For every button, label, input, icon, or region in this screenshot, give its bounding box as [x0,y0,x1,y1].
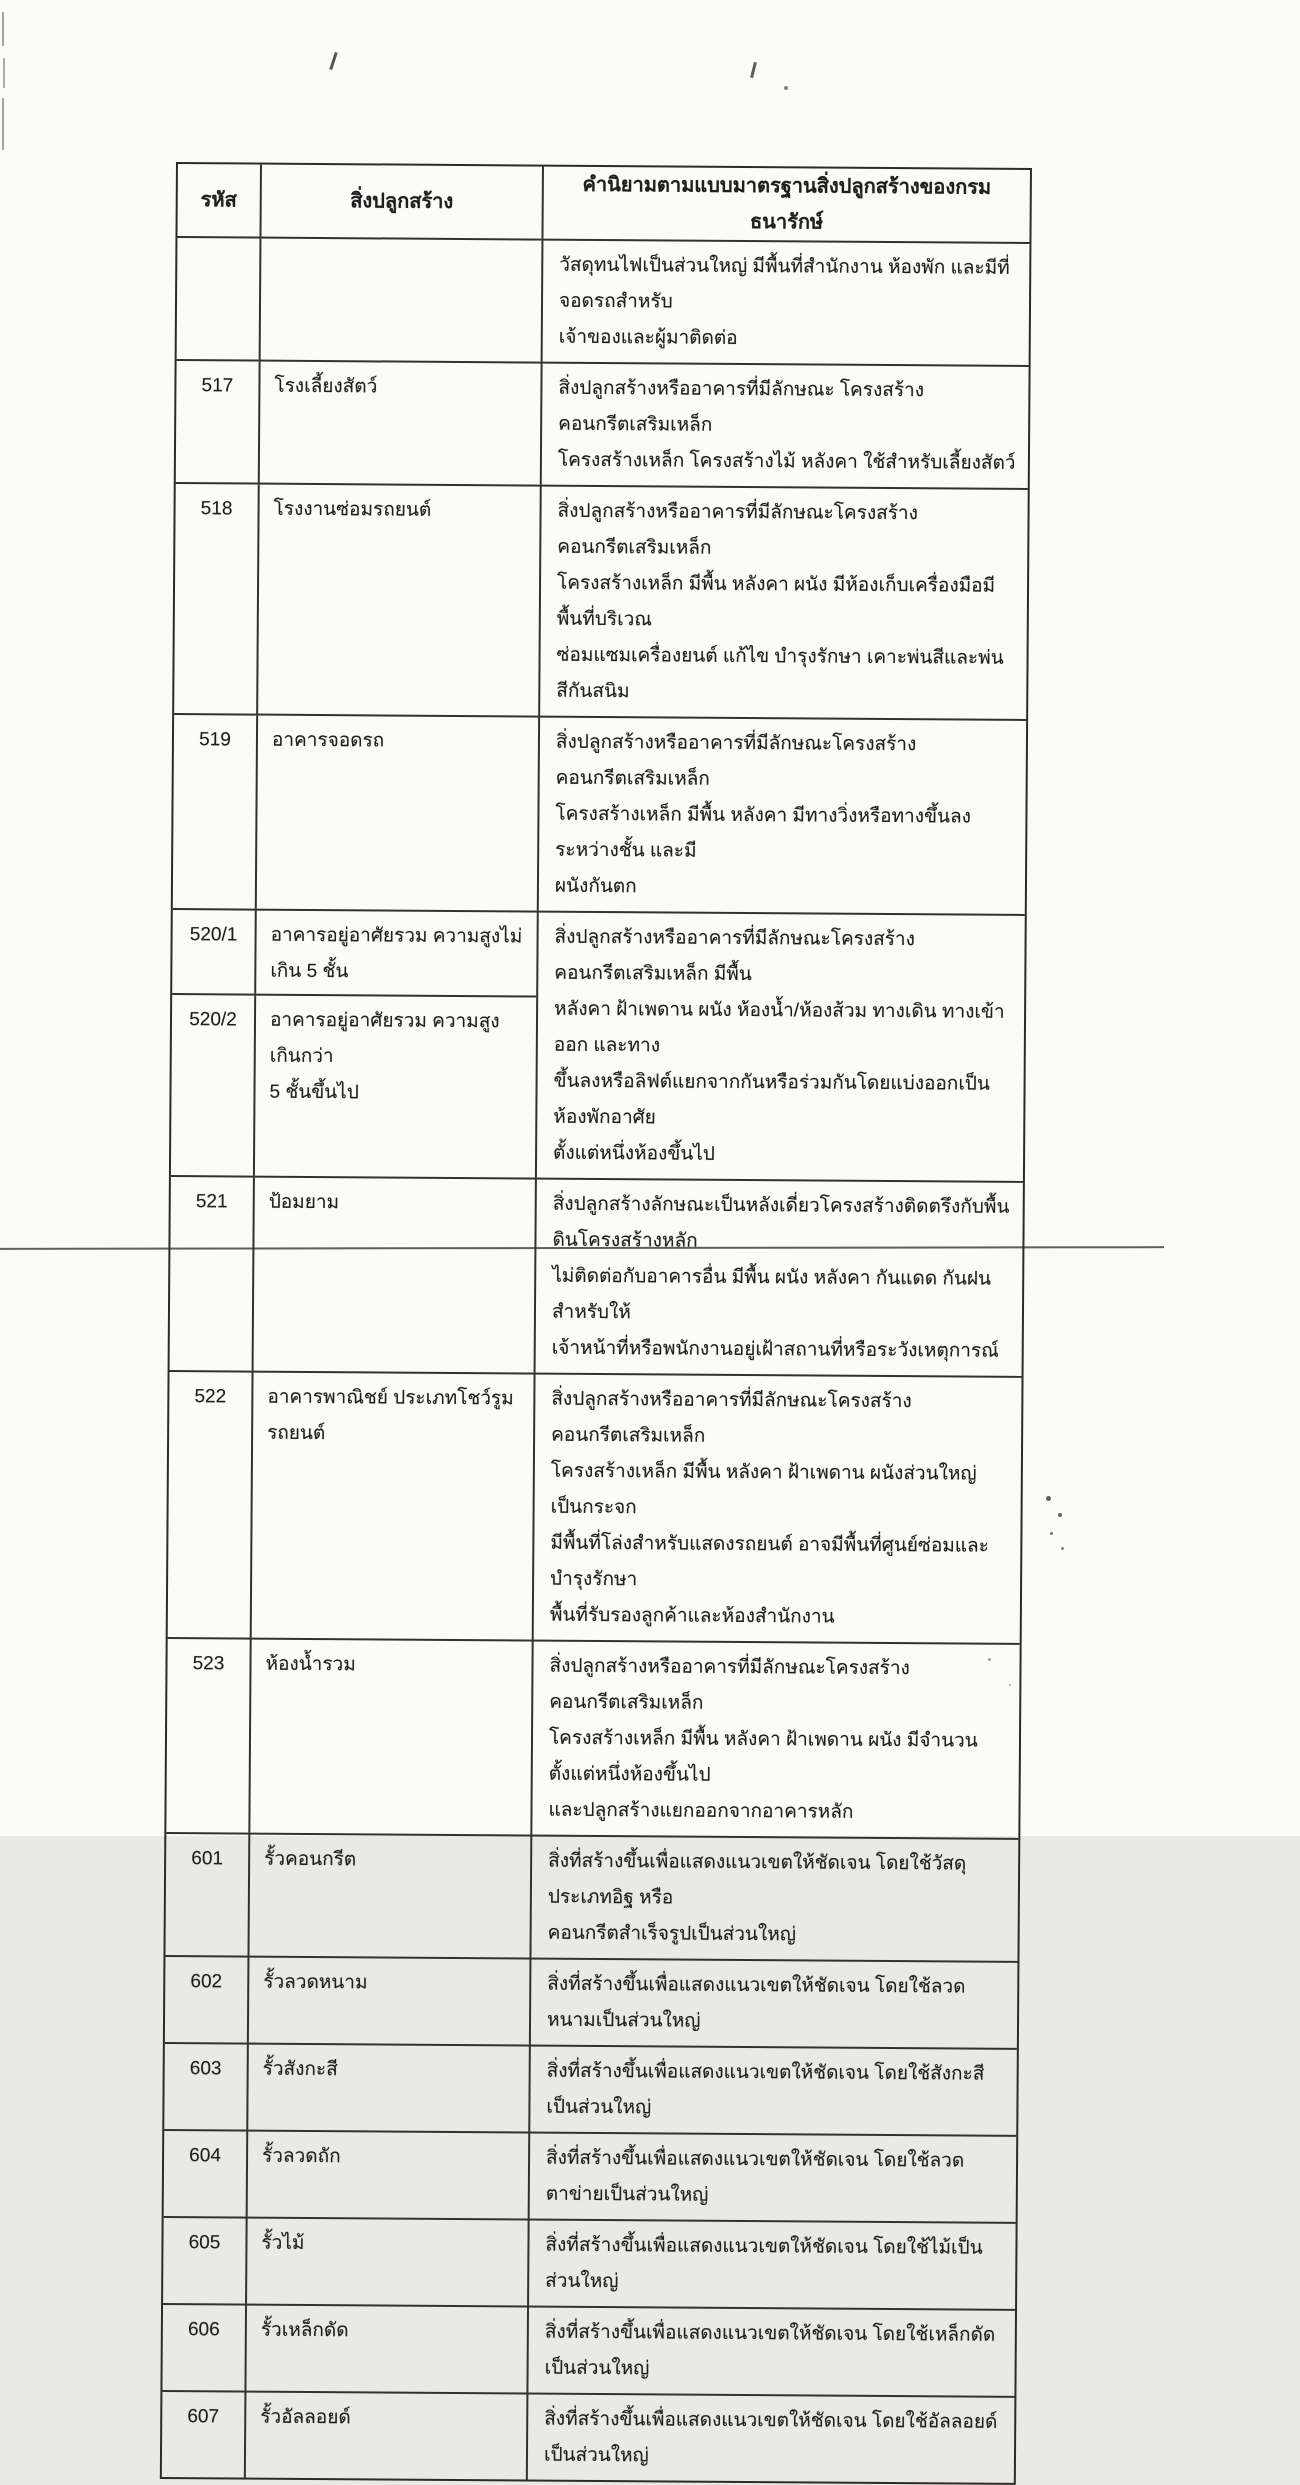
name-cell: อาคารอยู่อาศัยรวม ความสูงเกินกว่า 5 ชั้นขึ้นไป [269,1009,500,1104]
code-cell: 519 [173,715,258,909]
table-row-group-520 [171,910,1025,1183]
name-cell: ห้องน้ำรวม [250,1640,533,1835]
definition-cell: สิ่งปลูกสร้างหรืออาคารที่มีลักษณะโครงสร้างคอนกรีตเสริมเหล็ก โครงสร้างเหล็ก มีพื้น หลังคา ผนัง มีห้องเก็บเครื่องมือมีพื้นที่บริเวณ ซ่อมแซมเครื่องยนต์ แก้ไข บำรุงรักษา เคาะพ่นสีและพ่นสีกันสนิม [556,500,1004,703]
code-cell: 518 [174,484,260,714]
scan-artifact-edge-mark [3,58,5,88]
name-cell: อาคารพาณิชย์ ประเภทโชว์รูมรถยนต์ [252,1373,536,1640]
scan-artifact-dot [1046,1496,1051,1501]
definition-cell: สิ่งปลูกสร้างหรืออาคารที่มีลักษณะโครงสร้างคอนกรีตเสริมเหล็ก โครงสร้างเหล็ก มีพื้น หลังคา มีทางวิ่งหรือทางขึ้นลงระหว่างชั้น และมี ผนังกันตก [554,731,971,898]
name-cell: รั้วลวดหนาม [249,1958,532,2045]
name-cell: ป้อมยาม [254,1178,537,1373]
table-row [163,2218,1016,2311]
scan-artifact-tick [750,62,757,78]
code-cell: 522 [168,1372,254,1638]
table-row [174,484,1028,721]
table-row [177,238,1030,367]
name-cell: รั้วอัลลอยด์ [246,2393,529,2480]
table-row [166,1639,1019,1840]
code-cell: 523 [166,1639,251,1833]
definition-cell: สิ่งปลูกสร้างหรืออาคารที่มีลักษณะ โครงสร้างคอนกรีตเสริมเหล็ก โครงสร้างเหล็ก โครงสร้างไม้ หลังคา ใช้สำหรับเลี้ยงสัตว์ [557,377,1016,474]
code-cell: 606 [162,2305,247,2391]
definition-cell: สิ่งที่สร้างขึ้นเพื่อแสดงแนวเขตให้ชัดเจน โดยใช้วัสดุประเภทอิฐ หรือ คอนกรีตสำเร็จรูปเป็นส่วนใหญ่ [547,1850,967,1946]
scan-artifact-dot [784,86,788,90]
code-cell: 520/1 [172,910,257,994]
scan-artifact-dot [1058,1513,1062,1517]
building-standards-table [160,162,1032,2485]
table-row [162,2305,1015,2398]
definition-cell: สิ่งที่สร้างขึ้นเพื่อแสดงแนวเขตให้ชัดเจน โดยใช้ลวดหนามเป็นส่วนใหญ่ [546,1973,966,2032]
group-labels [171,910,539,1178]
code-cell [177,238,262,360]
definition-cell: สิ่งปลูกสร้างหรืออาคารที่มีลักษณะโครงสร้างคอนกรีตเสริมเหล็ก โครงสร้างเหล็ก มีพื้น หลังคา ฝ้าเพดาน ผนัง มีจำนวนตั้งแต่หนึ่งห้องขึ้นไป และปลูกสร้างแยกออกจากอาคารหลัก [548,1655,978,1823]
code-cell: 601 [165,1834,250,1956]
table-row [171,995,536,1178]
name-cell: รั้วไม้ [247,2219,530,2306]
name-cell: รั้วสังกะสี [248,2045,531,2132]
scan-artifact-dot [1061,1547,1064,1550]
scan-artifact-edge-mark [2,98,4,150]
table-row [162,2392,1015,2483]
name-cell: โรงเลี้ยงสัตว์ [260,362,543,485]
table-row [170,1177,1023,1378]
name-cell: รั้วลวดถัก [248,2132,531,2219]
table-row [165,1957,1018,2050]
table-row [164,2131,1017,2224]
name-cell: โรงงานซ่อมรถยนต์ [258,485,542,716]
definition-cell: วัสดุทนไฟเป็นส่วนใหญ่ มีพื้นที่สำนักงาน ห้องพัก และมีที่จอดรถสำหรับ เจ้าของและผู้มาติดต่อ [558,254,1010,349]
definition-cell: สิ่งที่สร้างขึ้นเพื่อแสดงแนวเขตให้ชัดเจน โดยใช้ไม้เป็นส่วนใหญ่ [545,2234,983,2293]
code-cell: 521 [170,1177,255,1371]
definition-cell: สิ่งปลูกสร้างหรืออาคารที่มีลักษณะโครงสร้างคอนกรีตเสริมเหล็ก โครงสร้างเหล็ก มีพื้น หลังคา ฝ้าเพดาน ผนังส่วนใหญ่เป็นกระจก มีพื้นที่โล่งสำหรับแสดงรถยนต์ อาจมีพื้นที่ศูนย์ซ่อมและบำรุงรักษา พื้นที่รับรองลูกค้าและห้องสำนักงาน [549,1388,989,1628]
code-cell: 520/2 [171,995,256,1176]
scan-artifact-tick [329,52,337,70]
code-cell: 517 [176,361,261,483]
table-row [164,2044,1017,2137]
code-cell: 607 [162,2392,247,2478]
scan-artifact-dot [1050,1532,1053,1535]
table-row [173,715,1026,916]
header-building-type: สิ่งปลูกสร้าง [261,165,543,239]
name-cell [261,239,544,362]
header-code: รหัส [177,164,262,237]
definition-cell: สิ่งปลูกสร้างลักษณะเป็นหลังเดี่ยวโครงสร้างติดตรึงกับพื้นดินโครงสร้างหลัก ไม่ติดต่อกับอาคารอื่น มีพื้น ผนัง หลังคา กันแดด กันฝน สำหรับให้ เจ้าหน้าที่หรือพนักงานอยู่เฝ้าสถานที่หรือระวังเหตุการณ์ [551,1193,1010,1362]
header-definition: คำนิยามตามแบบมาตรฐานสิ่งปลูกสร้างของกรมธนารักษ์ [582,173,992,234]
table-row [176,361,1029,490]
definition-cell: สิ่งที่สร้างขึ้นเพื่อแสดงแนวเขตให้ชัดเจน โดยใช้ลวดตาข่ายเป็นส่วนใหญ่ [545,2147,965,2206]
table-row [168,1372,1022,1645]
code-cell: 604 [164,2131,249,2217]
code-cell: 602 [165,1957,250,2043]
code-cell: 603 [164,2044,249,2130]
name-cell: อาคารอยู่อาศัยรวม ความสูงไม่เกิน 5 ชั้น [270,924,523,983]
table-header-row [177,164,1029,244]
table-row [165,1834,1018,1963]
name-cell: รั้วเหล็กดัด [246,2306,529,2393]
table-row [172,910,537,998]
definition-cell: สิ่งปลูกสร้างหรืออาคารที่มีลักษณะโครงสร้างคอนกรีตเสริมเหล็ก มีพื้น หลังคา ฝ้าเพดาน ผนัง ห้องน้ำ/ห้องส้วม ทางเดิน ทางเข้าออก และทาง ขึ้นลงหรือลิฟต์แยกจากกันหรือร่วมกันโดยแบ่งออกเป็นห้องพักอาศัย ตั้งแต่หนึ่งห้องขึ้นไป [553,926,1005,1165]
definition-cell: สิ่งที่สร้างขึ้นเพื่อแสดงแนวเขตให้ชัดเจน โดยใช้อัลลอยด์เป็นส่วนใหญ่ [543,2408,998,2467]
definition-cell: สิ่งที่สร้างขึ้นเพื่อแสดงแนวเขตให้ชัดเจน โดยใช้เหล็กดัดเป็นส่วนใหญ่ [544,2321,996,2380]
definition-cell: สิ่งที่สร้างขึ้นเพื่อแสดงแนวเขตให้ชัดเจน โดยใช้สังกะสีเป็นส่วนใหญ่ [546,2060,985,2119]
name-cell: อาคารจอดรถ [257,716,540,911]
scan-artifact-edge-mark [2,12,4,46]
code-cell: 605 [163,2218,248,2304]
name-cell: รั้วคอนกรีต [249,1835,532,1958]
